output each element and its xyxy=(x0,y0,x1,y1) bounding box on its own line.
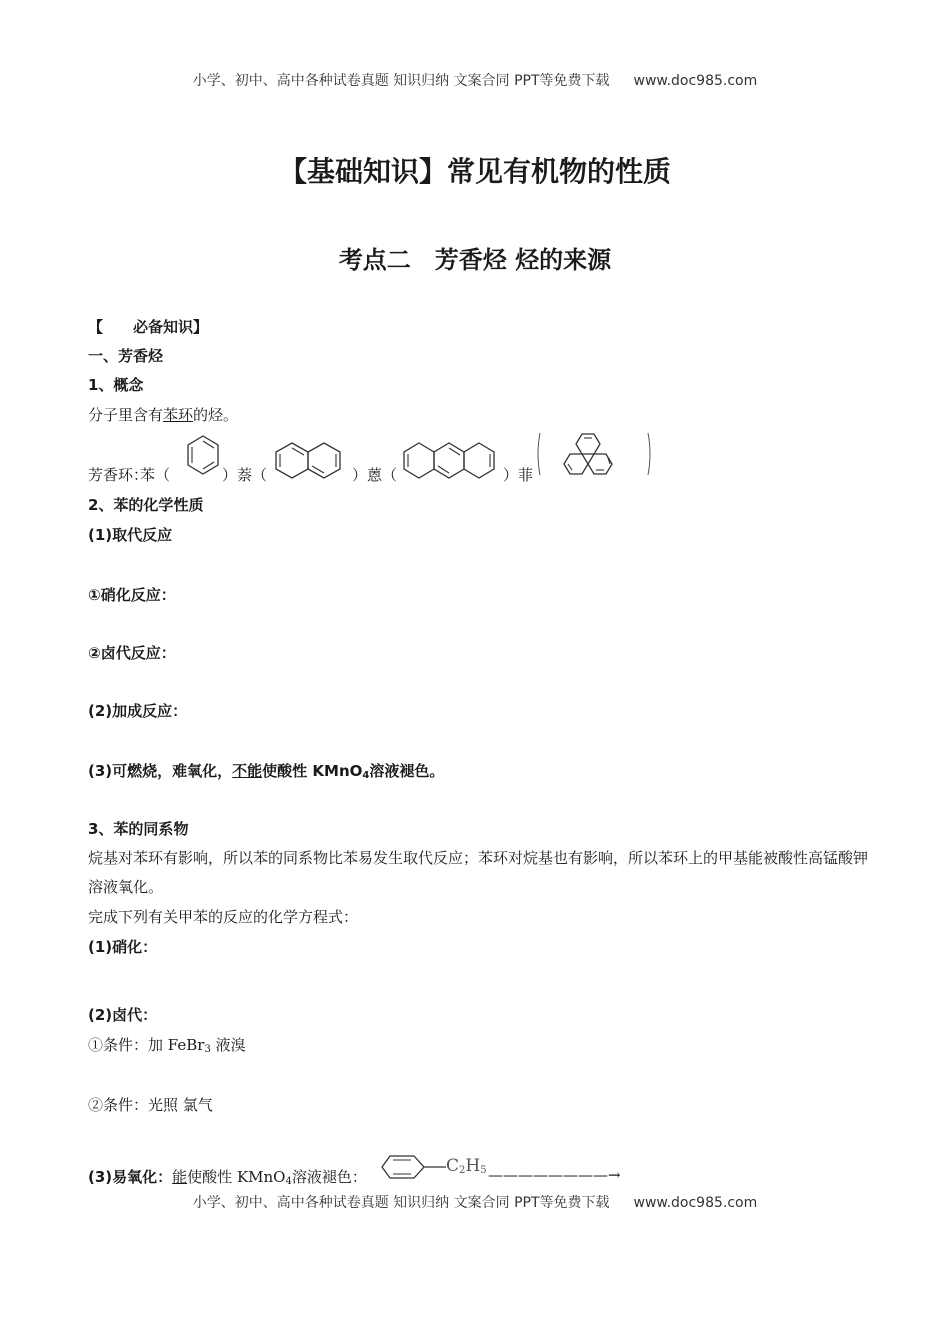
toluene-halogenation-heading: (2)卤代： xyxy=(88,1006,158,1024)
rings-label: 芳香环： xyxy=(88,466,149,484)
footer-site[interactable]: www.doc985.com xyxy=(633,1195,758,1211)
section-concept-title: 1、概念 xyxy=(88,376,144,394)
substitution-heading: (1)取代反应 xyxy=(88,526,173,544)
concept-text: 分子里含有苯环的烃。 xyxy=(88,406,239,424)
toluene-nitration-heading: (1)硝化： xyxy=(88,938,158,956)
section-benzene-chem-title: 2、苯的化学性质 xyxy=(88,496,204,514)
nitration-heading: ①硝化反应： xyxy=(88,586,176,604)
halogenation-heading: ②卤代反应： xyxy=(88,644,176,662)
condition-febr3: ①条件：加 FeBr$_3$ 液溴 xyxy=(88,1036,246,1055)
reaction-arrow: ————————→ xyxy=(488,1166,621,1184)
footer-text: 小学、初中、高中各种试卷真题 知识归纳 文案合同 PPT等免费下载 xyxy=(192,1195,610,1211)
condition-light: ②条件：光照 氯气 xyxy=(88,1096,213,1114)
section-aromatic-title: 一、芳香烃 xyxy=(88,347,164,365)
doc-subtitle: 考点二 芳香烃 烃的来源 xyxy=(338,246,612,274)
header-site[interactable]: www.doc985.com xyxy=(633,73,758,89)
page-header xyxy=(0,70,950,90)
oxidation-text: (3)易氧化：能使酸性 KMnO$_4$溶液褪色： xyxy=(88,1168,367,1187)
phenanthrene-structure-icon xyxy=(534,430,654,478)
doc-title: 【基础知识】常见有机物的性质 xyxy=(278,155,671,188)
ring-benzene-label: 苯（ xyxy=(140,466,171,484)
anthracene-structure-icon xyxy=(402,440,502,480)
ring-phenanthrene-label: ）菲 xyxy=(503,466,534,484)
ethylbenzene-ring-icon xyxy=(380,1150,450,1184)
section-homolog-title: 3、苯的同系物 xyxy=(88,820,189,838)
combustion-text: (3)可燃烧，难氧化，不能使酸性 KMnO$_4$溶液褪色。 xyxy=(88,762,445,781)
required-knowledge-heading: 【 必备知识】 xyxy=(88,318,209,336)
header-text: 小学、初中、高中各种试卷真题 知识归纳 文案合同 PPT等免费下载 xyxy=(192,73,610,89)
ring-naphthalene-label: ）萘（ xyxy=(222,466,268,484)
benzene-structure-icon xyxy=(184,432,222,484)
page-footer xyxy=(0,1192,950,1212)
ring-anthracene-label: ）蒽（ xyxy=(352,466,398,484)
homolog-paragraph: 烷基对苯环有影响，所以苯的同系物比苯易发生取代反应；苯环对烷基也有影响，所以苯环上的甲基能被酸性高锰酸钾溶液氧化。 xyxy=(88,849,869,896)
naphthalene-structure-icon xyxy=(274,440,344,480)
addition-heading: (2)加成反应： xyxy=(88,702,188,720)
complete-equations-text: 完成下列有关甲苯的反应的化学方程式： xyxy=(88,908,359,926)
ethyl-group: $C_2H_5$ xyxy=(446,1156,487,1176)
